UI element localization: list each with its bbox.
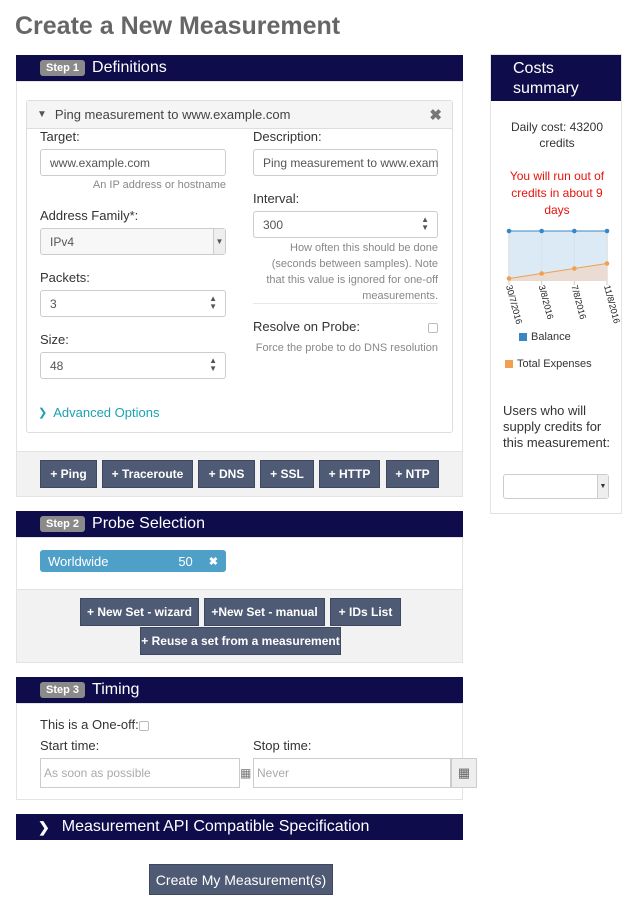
address-family-label: Address Family*: xyxy=(40,208,139,223)
chart-point xyxy=(507,276,512,281)
stop-time-input[interactable]: Never xyxy=(253,758,451,788)
cost-chart xyxy=(499,225,622,335)
calendar-icon[interactable]: ▦ xyxy=(451,758,477,788)
step2-title: Probe Selection xyxy=(92,515,205,532)
interval-value: 300 xyxy=(263,217,284,232)
legend-expenses-label: Total Expenses xyxy=(517,358,592,370)
chart-point xyxy=(572,229,577,234)
select-arrow-icon[interactable]: ▼ xyxy=(597,475,608,498)
probe-set-worldwide[interactable] xyxy=(40,550,226,572)
description-label: Description: xyxy=(253,129,322,144)
interval-help: How often this should be done (seconds between samples). Note that this value is ignored for one-off measurements. xyxy=(266,242,438,302)
reuse-set-button[interactable]: + Reuse a set from a measurement xyxy=(140,627,341,655)
api-spec-header[interactable] xyxy=(16,814,463,840)
probe-set-name: Worldwide xyxy=(48,553,109,569)
daily-cost: Daily cost: 43200 credits xyxy=(510,120,604,150)
chart-point xyxy=(507,229,512,234)
new-set-manual-button[interactable]: +New Set - manual xyxy=(204,598,325,626)
chevron-down-icon[interactable]: ▼ xyxy=(37,109,47,120)
chart-tick-label: 11/8/2016 xyxy=(602,283,622,325)
calendar-icon[interactable]: ▦ xyxy=(240,766,252,780)
add-ssl-button[interactable]: + SSL xyxy=(260,460,314,488)
description-input[interactable]: Ping measurement to www.exam xyxy=(253,149,438,176)
ping-card-header[interactable] xyxy=(27,101,452,129)
costs-summary-title: Costs summary xyxy=(491,55,621,101)
chart-point xyxy=(539,271,544,276)
costs-summary-panel xyxy=(490,54,622,514)
step2-header xyxy=(16,511,463,537)
chart-point xyxy=(539,229,544,234)
address-family-value: IPv4 xyxy=(50,234,75,249)
stepper-icon[interactable]: ▲ ▼ xyxy=(421,215,429,232)
legend-expenses xyxy=(505,358,592,370)
resolve-on-probe-label: Resolve on Probe: xyxy=(253,319,360,334)
create-measurement-button[interactable]: Create My Measurement(s) xyxy=(149,864,333,895)
stepper-icon[interactable]: ▲ ▼ xyxy=(209,356,217,373)
users-credits-label: Users who will supply credits for this measurement: xyxy=(503,403,610,450)
one-off-label: This is a One-off: xyxy=(40,717,139,732)
add-ping-button[interactable]: + Ping xyxy=(40,460,97,488)
add-http-button[interactable]: + HTTP xyxy=(319,460,380,488)
target-help: An IP address or hostname xyxy=(92,179,226,191)
resolve-help: Force the probe to do DNS resolution xyxy=(255,342,438,354)
chart-point xyxy=(572,266,577,271)
probe-set-count: 50 xyxy=(178,553,193,569)
start-time-input[interactable]: As soon as possible xyxy=(40,758,240,788)
advanced-options-label: Advanced Options xyxy=(53,405,160,420)
advanced-options-link[interactable] xyxy=(38,405,159,420)
start-time-label: Start time: xyxy=(40,738,100,753)
chart-tick-label: 7/8/2016 xyxy=(569,283,589,321)
page-title: Create a New Measurement xyxy=(15,12,341,40)
close-icon[interactable]: ✖ xyxy=(429,106,442,124)
resolve-on-probe-checkbox[interactable] xyxy=(428,323,438,333)
size-value: 48 xyxy=(50,358,64,373)
packets-label: Packets: xyxy=(40,270,90,285)
select-arrow-icon[interactable]: ▼ xyxy=(213,229,225,254)
chevron-right-icon: ❯ xyxy=(38,407,48,419)
legend-balance-label: Balance xyxy=(531,331,571,343)
step1-badge: Step 1 xyxy=(40,60,85,76)
size-label: Size: xyxy=(40,332,69,347)
divider xyxy=(253,303,438,304)
legend-swatch xyxy=(519,333,527,341)
step3-badge: Step 3 xyxy=(40,682,85,698)
api-spec-title: Measurement API Compatible Specification xyxy=(61,818,370,835)
target-input[interactable]: www.example.com xyxy=(40,149,226,176)
size-input[interactable] xyxy=(40,352,226,379)
step3-header xyxy=(16,677,463,703)
step1-title: Definitions xyxy=(92,59,167,76)
add-dns-button[interactable]: + DNS xyxy=(198,460,255,488)
step2-badge: Step 2 xyxy=(40,516,85,532)
remove-icon[interactable]: ✖ xyxy=(208,555,218,568)
add-traceroute-button[interactable]: + Traceroute xyxy=(102,460,193,488)
step3-title: Timing xyxy=(92,681,140,698)
one-off-checkbox[interactable] xyxy=(139,721,149,731)
target-label: Target: xyxy=(40,129,80,144)
interval-label: Interval: xyxy=(253,191,300,206)
new-set-wizard-button[interactable]: + New Set - wizard xyxy=(80,598,199,626)
chevron-right-icon: ❯ xyxy=(38,818,50,835)
ids-list-button[interactable]: + IDs List xyxy=(330,598,401,626)
users-credits-select[interactable] xyxy=(503,474,609,499)
chart-tick-label: 30/7/2016 xyxy=(504,283,525,326)
address-family-select[interactable] xyxy=(40,228,226,255)
packets-input[interactable] xyxy=(40,290,226,317)
ping-card-title: Ping measurement to www.example.com xyxy=(54,107,291,122)
legend-balance xyxy=(519,331,571,343)
stop-time-label: Stop time: xyxy=(253,738,312,753)
credit-warning: You will run out of credits in about 9 days xyxy=(509,169,605,217)
chart-tick-label: 3/8/2016 xyxy=(536,283,556,321)
step1-header xyxy=(16,55,463,81)
stepper-icon[interactable]: ▲ ▼ xyxy=(209,294,217,311)
add-ntp-button[interactable]: + NTP xyxy=(386,460,439,488)
interval-input[interactable] xyxy=(253,211,438,238)
chart-point xyxy=(605,261,610,266)
chart-point xyxy=(605,229,610,234)
legend-swatch xyxy=(505,360,513,368)
packets-value: 3 xyxy=(50,296,57,311)
